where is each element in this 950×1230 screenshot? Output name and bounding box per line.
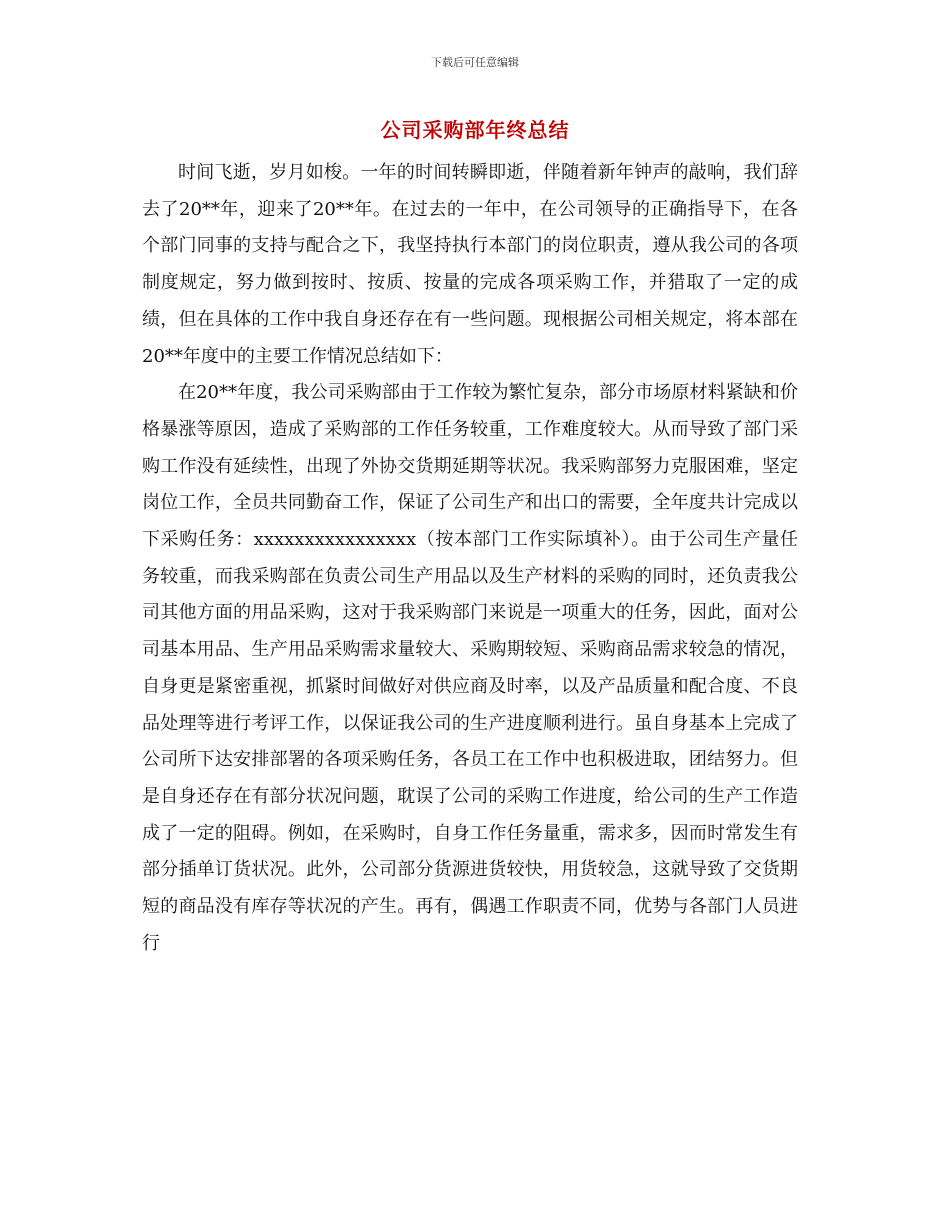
document-title: 公司采购部年终总结 [380,118,570,142]
paragraph-2: 在20**年度，我公司采购部由于工作较为繁忙复杂，部分市场原材料紧缺和价格暴涨等原因，造成了采购部的工作任务较重，工作难度较大。从而导致了部门采购工作没有延续性，出现了外协交货期延期等状况。我采购部努力克服困难，坚定岗位工作，全员共同勤奋工作，保证了公司生产和出口的需要，全年度共计完成以下采购任务：xxxxxxxxxxxxxxxx（按本部门工作实际填补）。由于公司生产量任务较重，而我采购部在负责公司生产用品以及生产材料的采购的同时，还负责我公司其他方面的用品采购，这对于我采购部门来说是一项重大的任务，因此，面对公司基本用品、生产用品采购需求量较大、采购期较短、采购商品需求较急的情况，自身更是紧密重视，抓紧时间做好对供应商及时率，以及产品质量和配合度、不良品处理等进行考评工作，以保证我公司的生产进度顺利进行。虽自身基本上完成了公司所下达安排部署的各项采购任务，各员工在工作中也积极进取，团结努力。但是自身还存在有部分状况问题，耽误了公司的采购工作进度，给公司的生产工作造成了一定的阻碍。例如，在采购时，自身工作任务量重，需求多，因而时常发生有部分插单订货状况。此外，公司部分货源进货较快，用货较急，这就导致了交货期短的商品没有库存等状况的产生。再有，偶遇工作职责不同，优势与各部门人员进行 [142,382,798,954]
paragraph-1: 时间飞逝，岁月如梭。一年的时间转瞬即逝，伴随着新年钟声的敲响，我们辞去了20**年，迎来了20**年。在过去的一年中，在公司领导的正确指导下，在各个部门同事的支持与配合之下，我坚持执行本部门的岗位职责，遵从我公司的各项制度规定，努力做到按时、按质、按量的完成各项采购工作，并猎取了一定的成绩，但在具体的工作中我自身还存在有一些问题。现根据公司相关规定，将本部在20**年度中的主要工作情况总结如下： [142,162,798,367]
document-body [142,155,798,962]
header-note: 下载后可任意编辑 [431,56,519,69]
